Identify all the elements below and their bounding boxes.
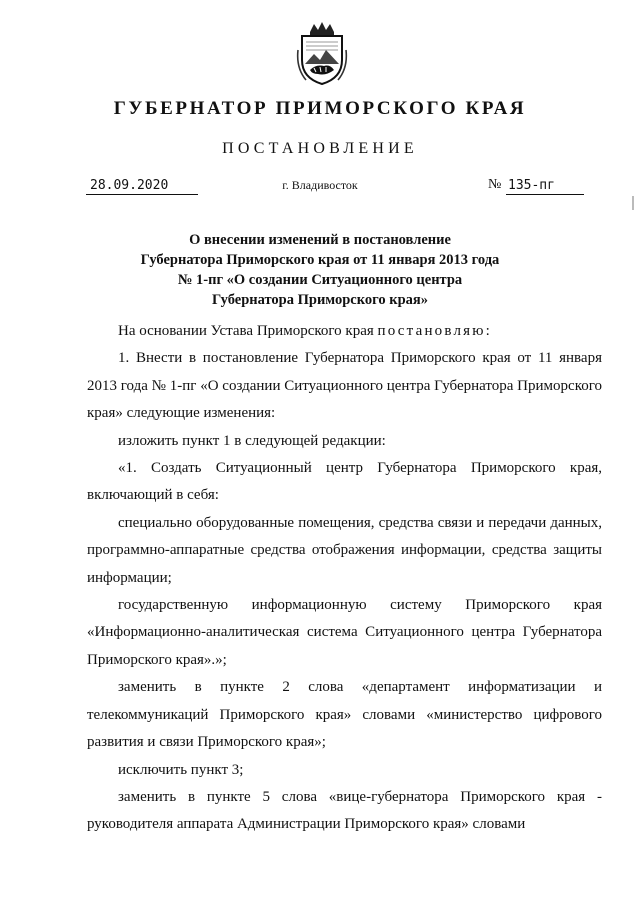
document-type: ПОСТАНОВЛЕНИЕ (222, 140, 418, 157)
body-paragraph: заменить в пункте 5 слова «вице-губернатора Приморского края - руководителя аппарата Администрации Приморского края» словами (87, 788, 602, 833)
number-value: 135-пг (508, 178, 555, 193)
document-body (87, 318, 602, 839)
preamble-text: На основании Устава Приморского края (118, 323, 378, 339)
body-paragraph: исключить пункт 3; (118, 761, 244, 778)
body-paragraph (87, 318, 602, 345)
body-paragraph: изложить пункт 1 в следующей редакции: (118, 432, 386, 449)
number-label: № (488, 177, 502, 192)
subject-line: Губернатора Приморского края» (211, 292, 429, 308)
document-subject (0, 230, 640, 310)
body-paragraph: 1. Внести в постановление Губернатора Приморского края от 11 января 2013 года № 1-пг «О создании Ситуационного центра Губернатора Приморского края» следующие изменения: (87, 350, 602, 422)
date-value: 28.09.2020 (90, 178, 169, 193)
number-field (506, 174, 584, 195)
organization-title: ГУБЕРНАТОР ПРИМОРСКОГО КРАЯ (113, 98, 527, 119)
body-paragraph: заменить в пункте 2 слова «департамент информатизации и телекоммуникаций Приморского края» словами «министерство цифрового развития и связи Приморского края»; (87, 679, 602, 751)
scan-edge-mark (632, 196, 634, 210)
coat-of-arms-icon (296, 20, 348, 86)
body-paragraph: специально оборудованные помещения, средства связи и передачи данных, программно-аппаратные средства отображения информации, средства защиты информации; (87, 514, 602, 586)
subject-line: О внесении изменений в постановление (189, 232, 451, 248)
subject-line: № 1-пг «О создании Ситуационного центра (177, 272, 463, 288)
decree-word: постановляю: (377, 323, 493, 339)
subject-line: Губернатора Приморского края от 11 января 2013 года (140, 252, 500, 268)
body-paragraph: «1. Создать Ситуационный центр Губернатора Приморского края, включающий в себя: (87, 460, 602, 504)
body-paragraph: государственную информационную систему Приморского края «Информационно-аналитическая система Ситуационного центра Губернатора Приморского края».»; (87, 597, 602, 668)
city-label: г. Владивосток (282, 178, 358, 192)
